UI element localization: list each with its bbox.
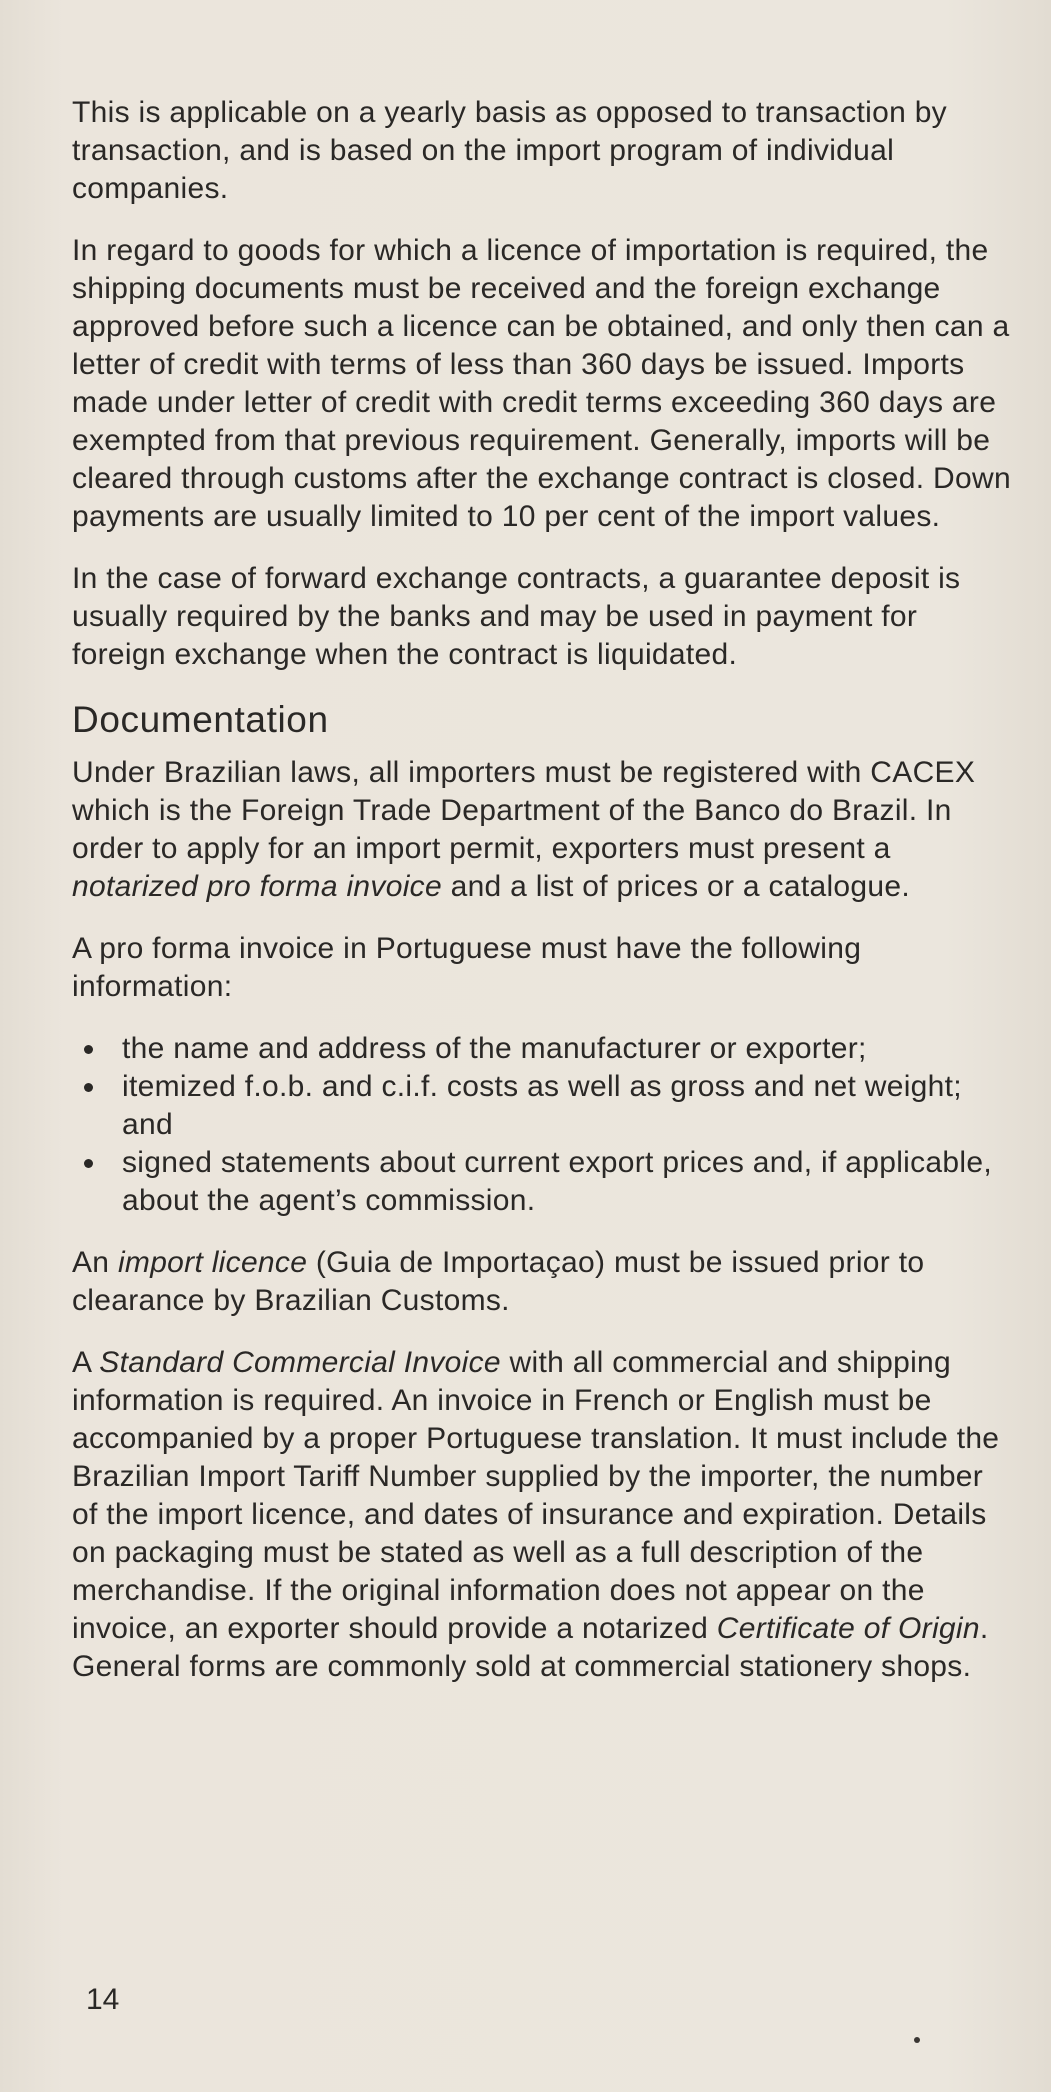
section-heading-documentation: Documentation [72, 699, 329, 740]
emphasis-import-licence: import licence [117, 1246, 308, 1279]
text-run: Under Brazilian laws, all importers must be registered with CACEX which is the Foreign Trade Department of the Banco do Brazil. In order to apply for an import permit, exporters must present a [72, 756, 976, 865]
text-run: with all commercial and shipping information is required. An invoice in French or English must be accompanied by a proper Portuguese translation. It must include the Brazilian Import Tariff Number supplied by the importer, the number of the import licence, and dates of insurance and expiration. Details on packaging must be stated as well as a full description of the merchandise. If the original information does not appear on the invoice, an exporter should provide a notarized [72, 1346, 1000, 1645]
list-item-signed-statements: signed statements about current export prices and, if applicable, about the agent’s commission. [72, 1144, 1012, 1220]
text-column [72, 94, 1012, 1710]
paragraph-forward-exchange: In the case of forward exchange contracts, a guarantee deposit is usually required by the banks and may be used in payment for foreign exchange when the contract is liquidated. [72, 562, 961, 671]
paragraph-import-licence [72, 1244, 1012, 1320]
paragraph-commercial-invoice [72, 1344, 1012, 1686]
list-item-costs-weight: itemized f.o.b. and c.i.f. costs as well as gross and net weight; and [72, 1068, 1012, 1144]
text-run: and a list of prices or a catalogue. [441, 870, 910, 903]
paragraph-importer-registration [72, 754, 1012, 906]
paragraph-pro-forma-requirements: A pro forma invoice in Portuguese must have the following information: [72, 932, 862, 1003]
emphasis-standard-commercial-invoice: Standard Commercial Invoice [99, 1346, 501, 1379]
list-item-name-address: the name and address of the manufacturer or exporter; [72, 1030, 1012, 1068]
text-run: . General forms are commonly sold at commercial stationery shops. [72, 1612, 989, 1683]
pro-forma-info-list [72, 1030, 1012, 1220]
text-run: An [72, 1246, 118, 1279]
page-number: 14 [86, 1983, 120, 2016]
emphasis-notarized-invoice: notarized pro forma invoice [72, 870, 442, 903]
text-run: (Guia de Importaçao) must be issued prior to clearance by Brazilian Customs. [72, 1246, 925, 1317]
ink-speck [914, 2037, 920, 2043]
paragraph-licence-requirements: In regard to goods for which a licence of importation is required, the shipping documents must be received and the foreign exchange approved before such a licence can be obtained, and only then can a letter of credit with terms of less than 360 days be issued. Imports made under letter of credit with credit terms exceeding 360 days are exempted from that previous requirement. Generally, imports will be cleared through customs after the exchange contract is closed. Down payments are usually limited to 10 per cent of the import values. [72, 234, 1011, 533]
paragraph-yearly-basis: This is applicable on a yearly basis as opposed to transaction by transaction, and is based on the import program of individual companies. [72, 96, 947, 205]
text-run: A [72, 1346, 100, 1379]
emphasis-certificate-of-origin: Certificate of Origin [716, 1612, 980, 1645]
